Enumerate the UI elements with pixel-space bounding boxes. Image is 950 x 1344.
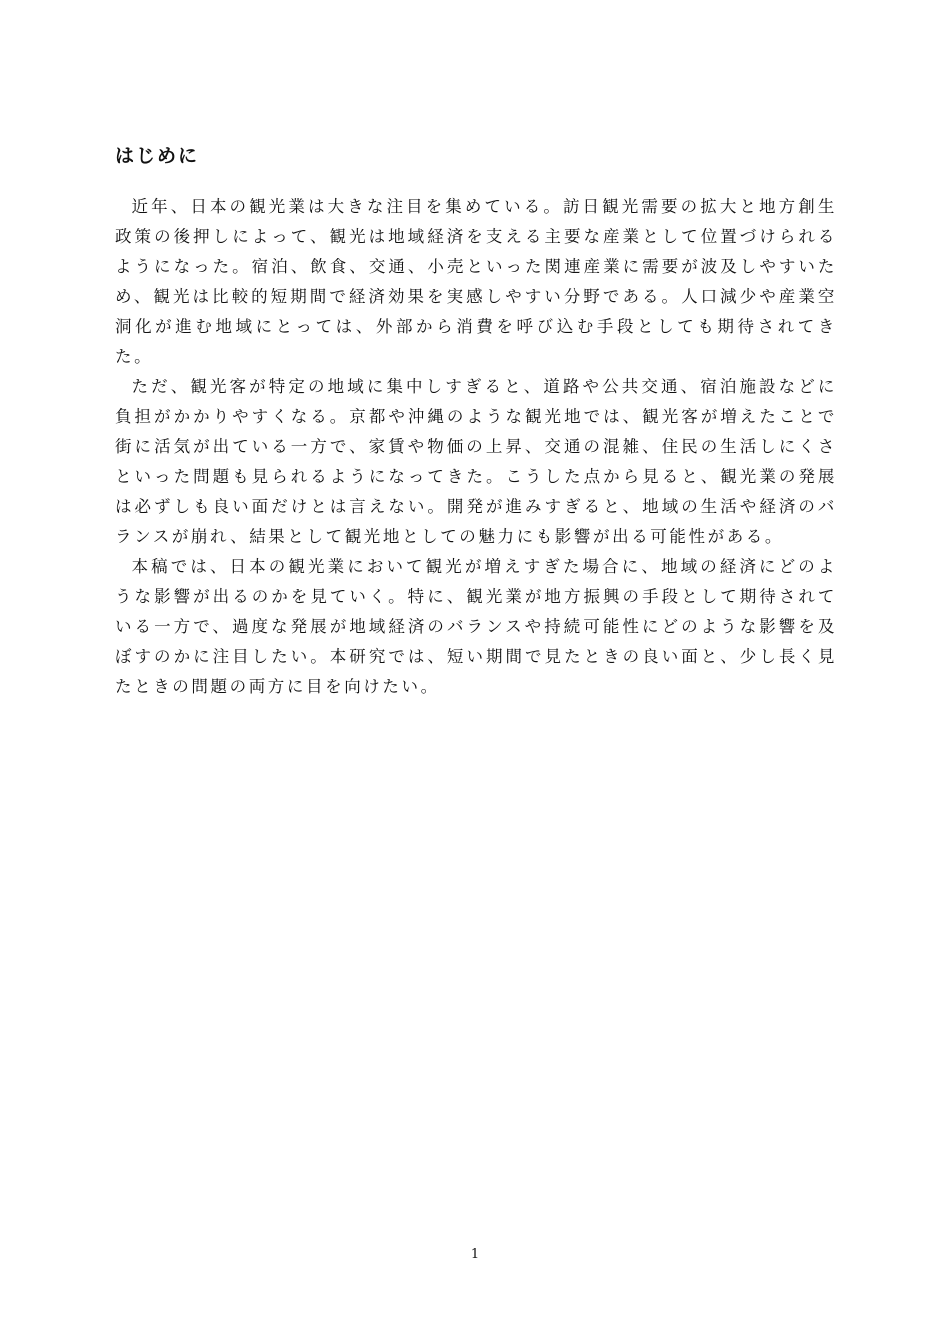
section-heading: はじめに <box>115 145 200 167</box>
paragraph-problems: ただ、観光客が特定の地域に集中しすぎると、道路や公共交通、宿泊施設などに負担がかかりやすくなる。京都や沖縄のような観光地では、観光客が増えたことで街に活気が出ている一方で、家賃や物価の上昇、交通の混雑、住民の生活しにくさといった問題も見られるようになってきた。こうした点から見ると、観光業の発展は必ずしも良い面だけとは言えない。開発が進みすぎると、地域の生活や経済のバランスが崩れ、結果として観光地としての魅力にも影響が出る可能性がある。 <box>115 377 837 546</box>
document-body <box>115 140 837 702</box>
paragraph-intro: 近年、日本の観光業は大きな注目を集めている。訪日観光需要の拡大と地方創生政策の後押しによって、観光は地域経済を支える主要な産業として位置づけられるようになった。宿泊、飲食、交通、小売といった関連産業に需要が波及しやすいため、観光は比較的短期間で経済効果を実感しやすい分野である。人口減少や産業空洞化が進む地域にとっては、外部から消費を呼び込む手段としても期待されてきた。 <box>115 197 837 366</box>
paragraph-purpose: 本稿では、日本の観光業において観光が増えすぎた場合に、地域の経済にどのような影響が出るのかを見ていく。特に、観光業が地方振興の手段として期待されている一方で、過度な発展が地域経済のバランスや持続可能性にどのような影響を及ぼすのかに注目したい。本研究では、短い期間で見たときの良い面と、少し長く見たときの問題の両方に目を向けたい。 <box>115 557 837 696</box>
page-number: 1 <box>470 1247 480 1262</box>
